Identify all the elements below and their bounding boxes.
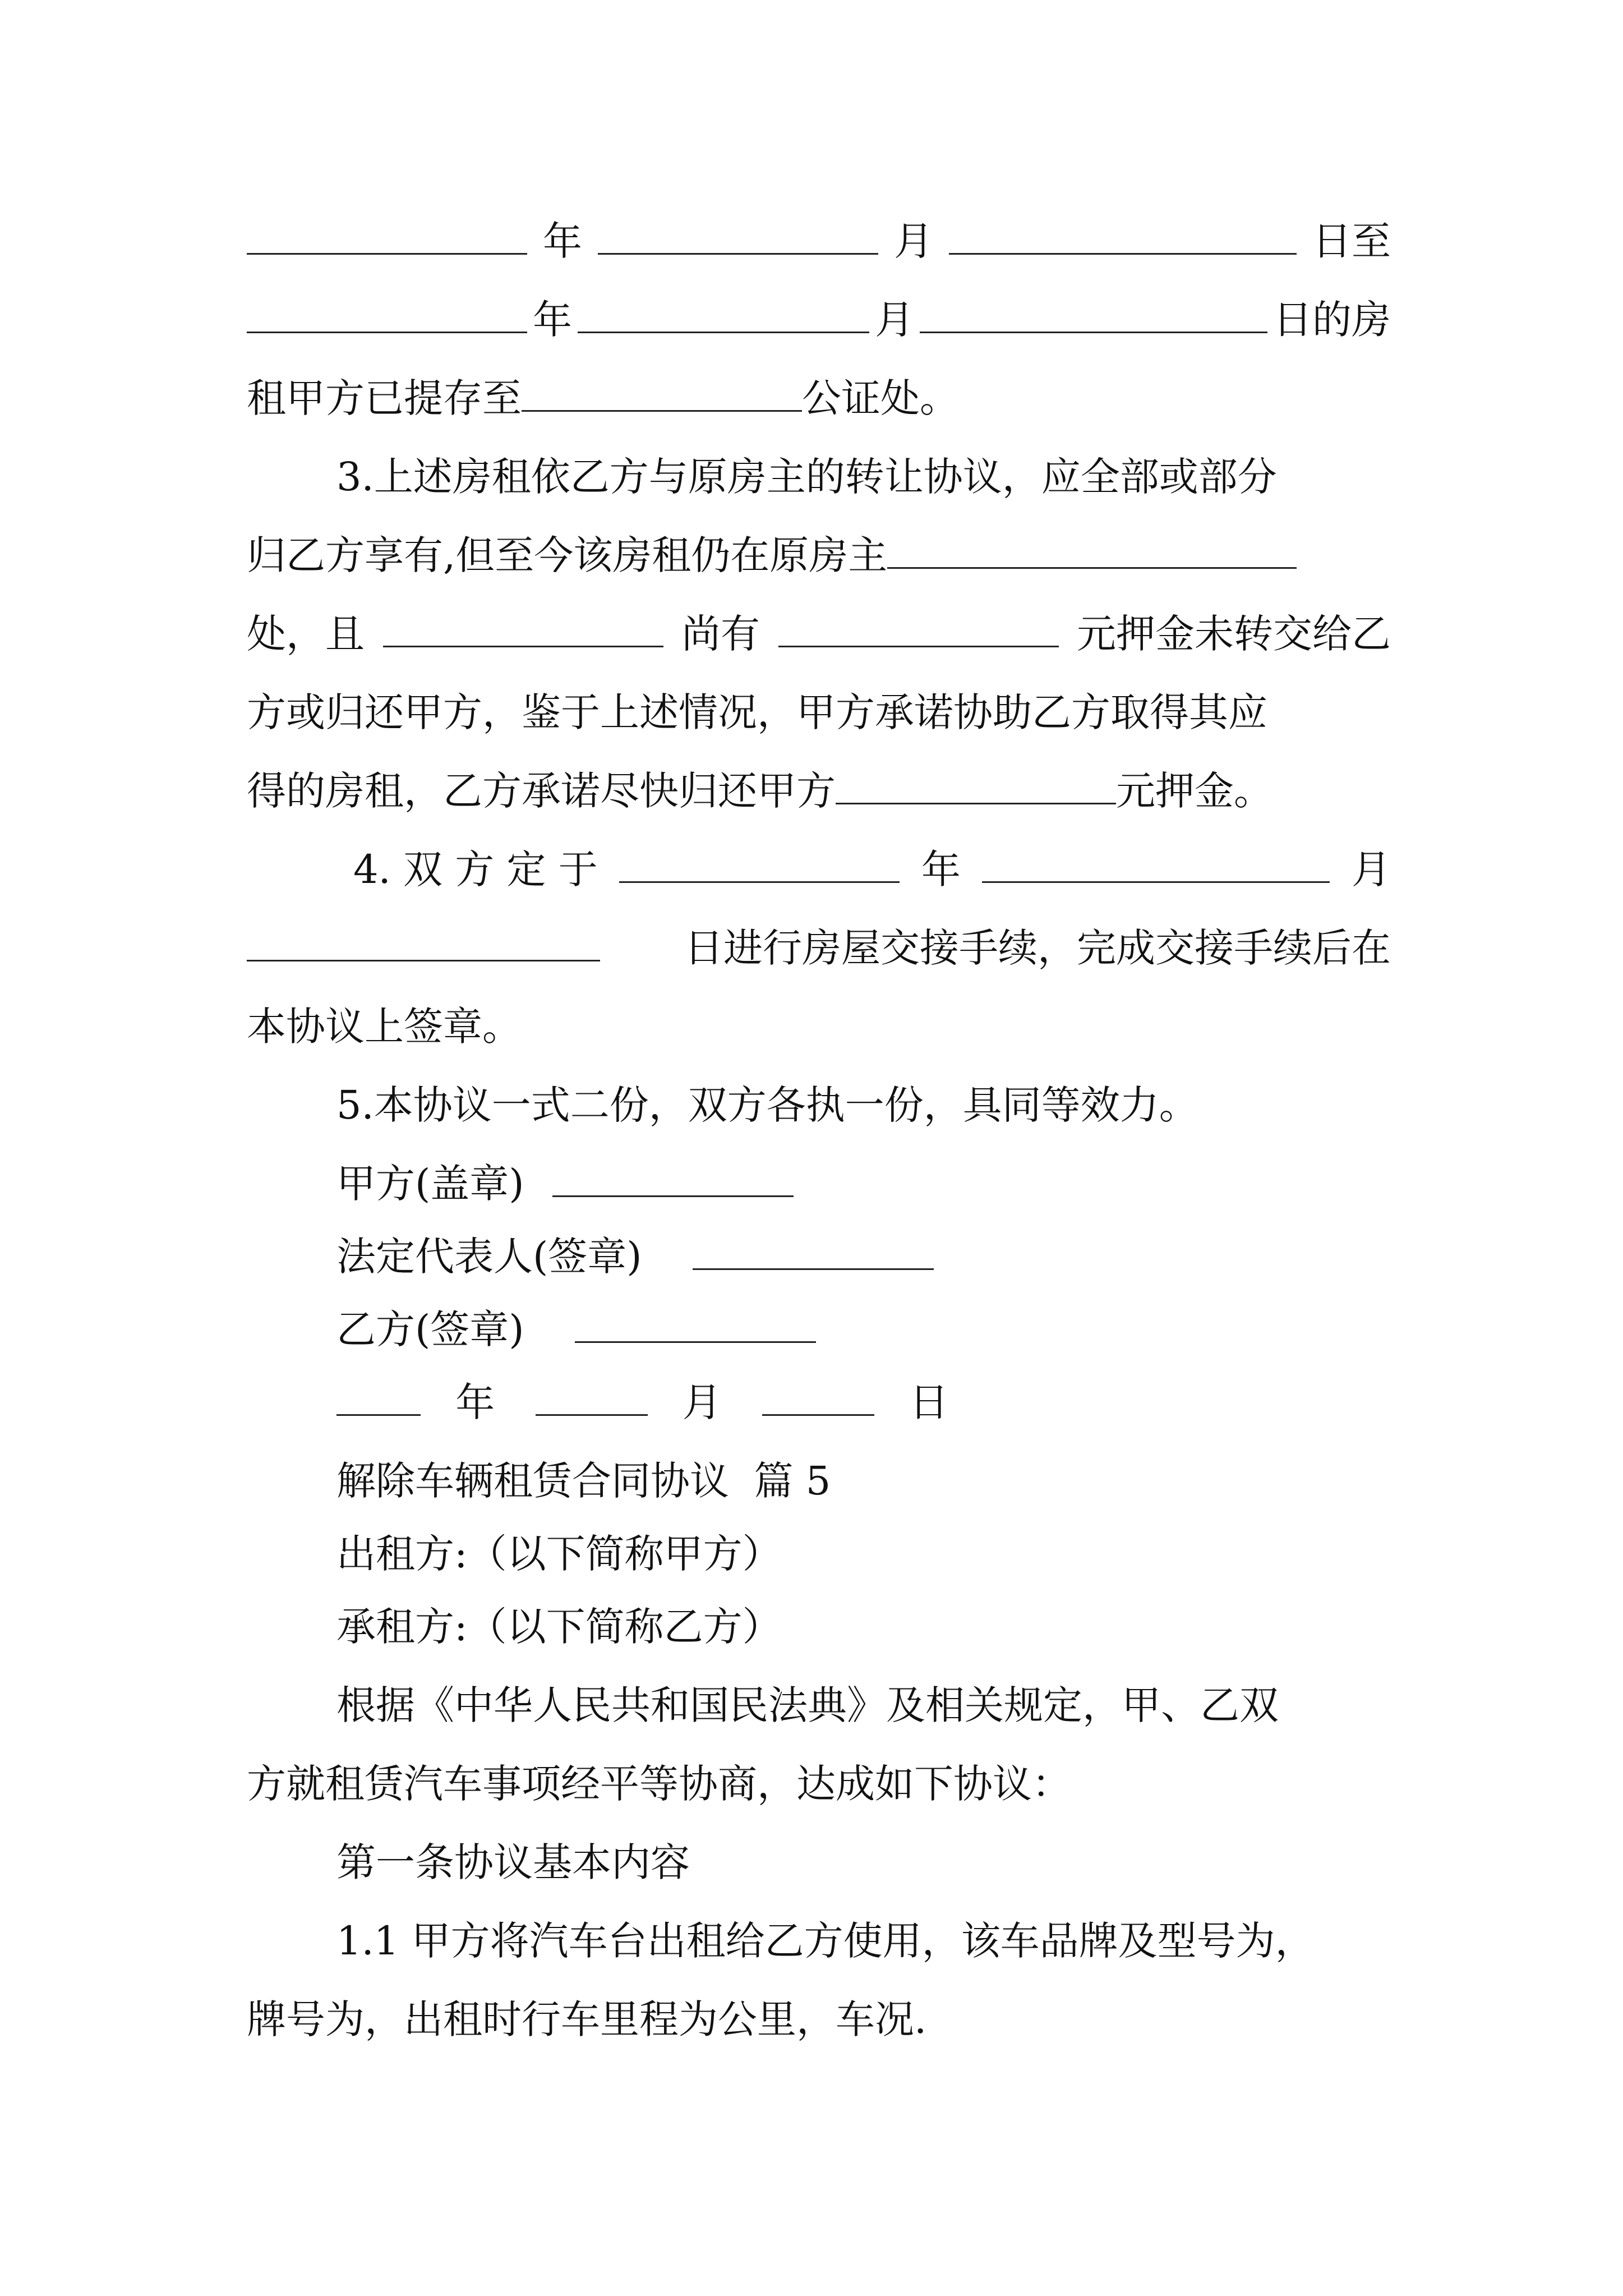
- blank-party: [383, 606, 663, 647]
- blank-month: [536, 1382, 648, 1416]
- text-segment: 元押金未转交给乙: [1077, 611, 1391, 657]
- label-year: 年: [533, 297, 572, 343]
- text-segment: 公证处。: [802, 375, 959, 421]
- blank-year: [247, 292, 527, 333]
- label-month: 月: [894, 218, 933, 264]
- label-party-a: 甲方(盖章): [336, 1161, 524, 1207]
- blank-deposit-amount: [778, 606, 1059, 647]
- blank-day: [247, 921, 600, 961]
- text-segment: 4. 双 方 定 于: [353, 846, 598, 892]
- blank-year: [619, 842, 900, 883]
- intro-line-2: 方就租赁汽车事项经平等协商，达成如下协议：: [247, 1761, 1071, 1807]
- label-party-b: 乙方(签章): [336, 1306, 524, 1352]
- label-month: 月: [682, 1379, 722, 1425]
- blank-month: [982, 842, 1330, 883]
- p3-line-1: 3.上述房租依乙方与原房主的转让协议，应全部或部分: [336, 454, 1277, 500]
- text-segment: 租甲方已提存至: [247, 375, 522, 421]
- text-segment: 元押金。: [1116, 768, 1273, 814]
- label-year: 年: [921, 846, 961, 892]
- blank-legal-rep-sign: [693, 1236, 934, 1270]
- p3-line-2: [247, 527, 1391, 583]
- blank-day: [949, 214, 1297, 255]
- blank-original-owner: [887, 528, 1297, 569]
- text-segment: 归乙方享有,但至今该房租仍在原房主: [247, 532, 888, 578]
- signature-legal-rep: [336, 1228, 1391, 1285]
- p1-line-1: [247, 213, 1391, 269]
- lessee-line: 承租方:（以下简称乙方）: [336, 1604, 782, 1650]
- label-day-rent: 日的房: [1273, 297, 1391, 343]
- label-day: 日: [909, 1379, 949, 1425]
- p3-line-4: 方或归还甲方，鉴于上述情况，甲方承诺协助乙方取得其应: [247, 689, 1267, 735]
- clause-1-1-line-2: 牌号为，出租时行车里程为公里，车况.: [247, 1996, 927, 2042]
- label-year: 年: [455, 1379, 495, 1425]
- signature-date: [336, 1374, 1391, 1430]
- p4-line-1: [353, 841, 1391, 898]
- text-segment: 尚有: [681, 611, 760, 657]
- intro-line-1: 根据《中华人民共和国民法典》及相关规定，甲、乙双: [336, 1682, 1279, 1728]
- label-month: 月: [1351, 846, 1391, 892]
- p1-line-2: [247, 292, 1391, 348]
- article-1-heading: 第一条协议基本内容: [336, 1839, 690, 1885]
- blank-deposit-return: [836, 763, 1116, 804]
- text-segment: 处，且: [247, 611, 365, 657]
- p5-line: 5.本协议一式二份，双方各执一份，具同等效力。: [336, 1082, 1198, 1128]
- clause-1-1-line-1: 1.1 甲方将汽车台出租给乙方使用，该车品牌及型号为，: [336, 1918, 1315, 1964]
- p4-line-2: [247, 920, 1391, 976]
- blank-party-b-sign: [575, 1309, 816, 1343]
- p4-line-3: 本协议上签章。: [247, 1004, 522, 1050]
- blank-notary: [522, 371, 802, 412]
- text-segment: 日进行房屋交接手续，完成交接手续后在: [684, 925, 1391, 971]
- blank-year: [336, 1382, 421, 1416]
- p3-line-5: [247, 763, 1391, 819]
- blank-year: [247, 214, 527, 255]
- section-title: 解除车辆租赁合同协议 篇 5: [336, 1458, 831, 1504]
- blank-month: [598, 214, 878, 255]
- label-day-to: 日至: [1312, 218, 1391, 264]
- signature-party-a: [336, 1156, 1391, 1212]
- blank-day: [920, 292, 1267, 333]
- blank-day: [762, 1382, 874, 1416]
- label-legal-rep: 法定代表人(签章): [336, 1234, 642, 1280]
- blank-month: [578, 292, 869, 333]
- blank-party-a-seal: [552, 1163, 794, 1197]
- text-segment: 得的房租，乙方承诺尽快归还甲方: [247, 768, 836, 814]
- p1-line-3: [247, 370, 1391, 426]
- label-month: 月: [875, 297, 914, 343]
- lessor-line: 出租方:（以下简称甲方）: [336, 1531, 782, 1577]
- p3-line-3: [247, 606, 1391, 662]
- label-year: 年: [543, 218, 582, 264]
- signature-party-b: [336, 1301, 1391, 1358]
